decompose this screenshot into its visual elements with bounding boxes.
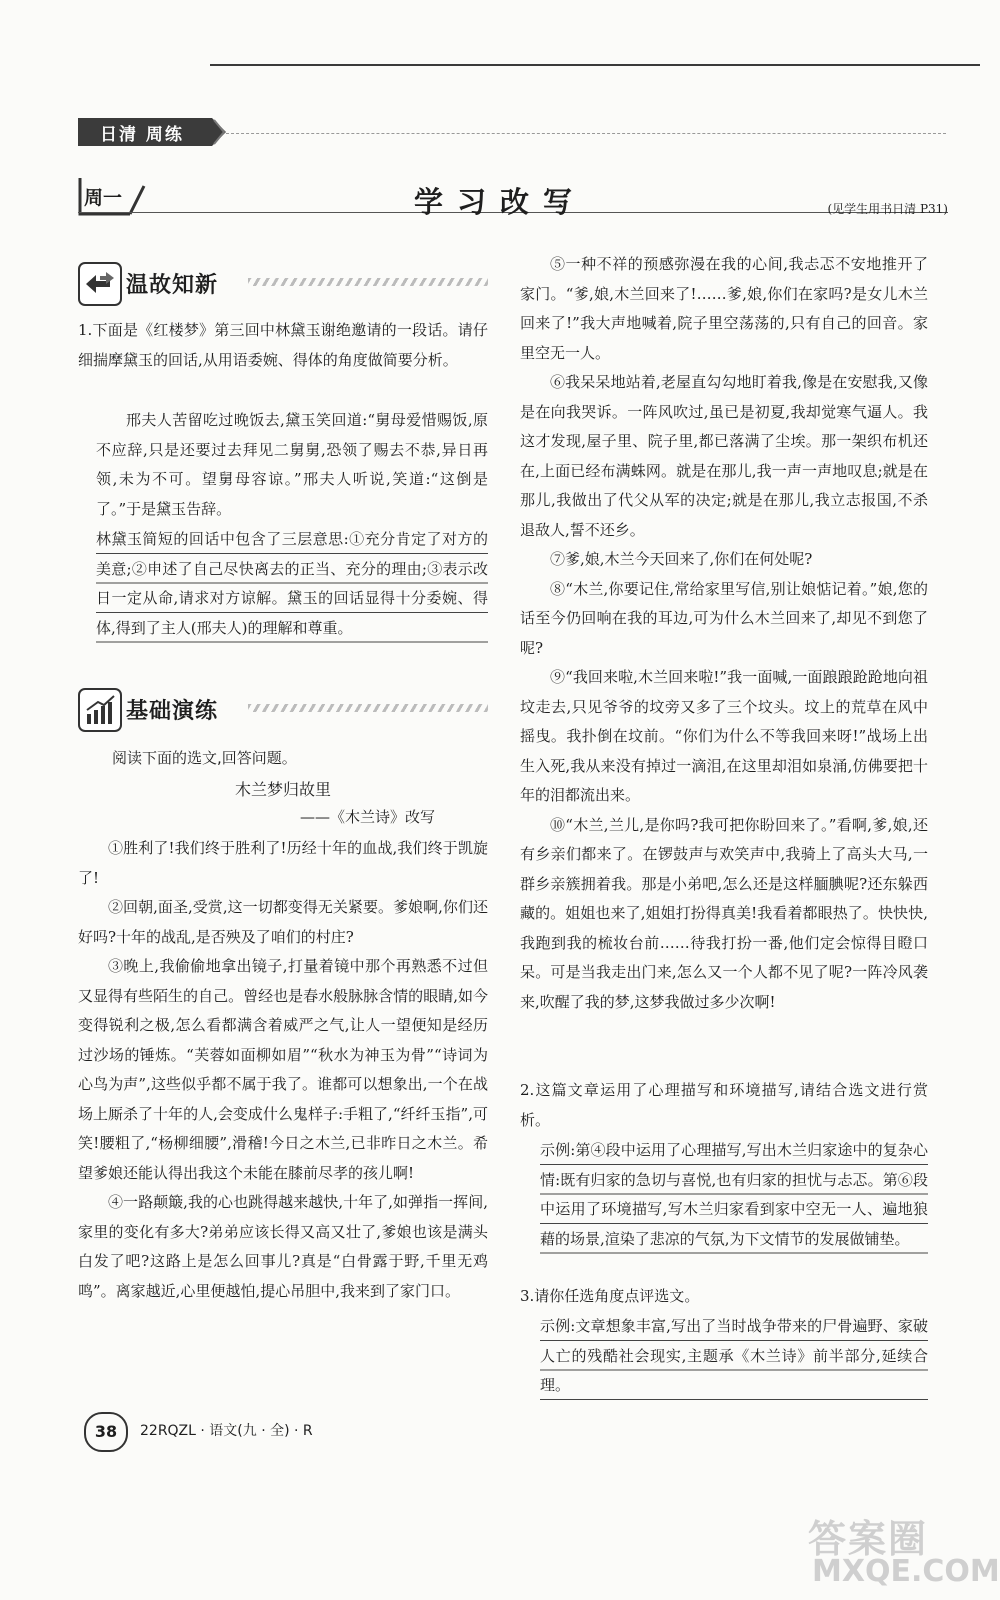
paragraph-6: ⑥我呆呆地站着,老屋直勾勾地盯着我,像是在安慰我,又像是在向我哭诉。一阵风吹过,虽已是初夏,我却觉寒气逼人。我这才发现,屋子里、院子里,都已落满了尘埃。那一架织布机还在,上面已经布满蛛网。就是在那儿,我一声一声地叹息;就是在那儿,我做出了代父从军的决定;就是在那儿,我立志报国,不杀退敌人,誓不还乡。 (520, 373, 928, 539)
paragraph-9: ⑨“我回来啦,木兰回来啦!”我一面喊,一面踉踉跄跄地向祖坟走去,只见爷爷的坟旁又多了三个坟头。坟上的荒草在风中摇曳。我扑倒在坟前。“你们为什么不等我回来呀!”战场上出生入死,我从来没有掉过一滴泪,在这里却泪如泉涌,仿佛要把十年的泪都流出来。 (520, 668, 928, 804)
q2-prompt: 2.这篇文章运用了心理描写和环境描写,请结合选文进行赏析。 (520, 1081, 928, 1129)
paragraph-2: ②回朝,面圣,受赏,这一切都变得无关紧要。爹娘啊,你们还好吗?十年的战乱,是否殃及了咱们的村庄? (78, 898, 488, 946)
section-stripe (248, 704, 488, 712)
q1-prompt: 1.下面是《红楼梦》第三回中林黛玉谢绝邀请的一段话。请仔细揣摩黛玉的回话,从用语委婉、得体的角度做简要分析。 (78, 321, 488, 369)
q3-answer: 示例:文章想象丰富,写出了当时战争带来的尸骨遍野、家破人亡的残酷社会现实,主题承《木兰诗》前半部分,延续合理。 (540, 1312, 928, 1401)
article-left-column (78, 834, 488, 1306)
paragraph-7: ⑦爹,娘,木兰今天回来了,你们在何处呢? (550, 550, 813, 568)
section-stripe (248, 278, 488, 286)
badge-label: 日清 周练 (100, 125, 184, 145)
reference-note: (见学生用书日清 P31) (827, 202, 948, 216)
top-rule (210, 64, 980, 66)
badge-divider (226, 133, 946, 134)
section-practice-header (78, 688, 498, 730)
paragraph-4: ④一路颠簸,我的心也跳得越来越快,十年了,如弹指一挥间,家里的变化有多大?弟弟应该长得又高又壮了,爹娘也该是满头白发了吧?这路上是怎么回事儿?真是“白骨露于野,千里无鸡鸣”。离家越近,心里便越怕,提心吊胆中,我来到了家门口。 (78, 1193, 488, 1300)
article-title: 木兰梦归故里 (234, 780, 331, 799)
page-title: 学习改写 (413, 185, 586, 219)
watermark-url: MXQE.COM (812, 1554, 1000, 1589)
paragraph-3: ③晚上,我偷偷地拿出镜子,打量着镜中那个再熟悉不过但又显得有些陌生的自己。曾经也是春水般脉脉含情的眼睛,如今变得锐利之极,怎么看都满含着威严之气,让人一望便知是经历过沙场的锤炼。“芙蓉如面柳如眉”“秋水为神玉为骨”“诗词为心鸟为声”,这些似乎都不属于我了。谁都可以想象出,一个在战场上厮杀了十年的人,会变成什么鬼样子:手粗了,“纤纤玉指”,可笑!腰粗了,“杨柳细腰”,滑稽!今日之木兰,已非昨日之木兰。希望爹娘还能认得出我这个未能在膝前尽孝的孩儿啊! (78, 957, 488, 1182)
q2-answer: 示例:第④段中运用了心理描写,写出木兰归家途中的复杂心情:既有归家的急切与喜悦,也有归家的担忧与忐忑。第⑥段中运用了环境描写,写木兰归家看到家中空无一人、遍地狼藉的场景,渲染了悲凉的气氛,为下文情节的发展做铺垫。 (540, 1136, 928, 1254)
section-practice-title: 基础演练 (126, 699, 219, 724)
article-right-column (520, 250, 928, 1017)
day-label: 周一 (84, 187, 123, 209)
q3-prompt: 3.请你任选角度点评选文。 (520, 1287, 700, 1305)
q1-answer: 林黛玉简短的回话中包含了三层意思:①充分肯定了对方的美意;②申述了自己尽快离去的正当、充分的理由;③表示改日一定从命,请求对方谅解。黛玉的回话显得十分委婉、得体,得到了主人(邢夫人)的理解和尊重。 (96, 525, 488, 643)
section-review-header (78, 262, 498, 304)
paragraph-5: ⑤一种不祥的预感弥漫在我的心间,我忐忑不安地推开了家门。“爹,娘,木兰回来了!……爹,娘,你们在家吗?是女儿木兰回来了!”我大声地喊着,院子里空荡荡的,只有自己的回音。家里空无一人。 (520, 255, 928, 362)
article-source: ——《木兰诗》改写 (300, 808, 436, 826)
paragraph-1: ①胜利了!我们终于胜利了!历经十年的血战,我们终于凯旋了! (78, 839, 488, 887)
paragraph-10: ⑩“木兰,兰儿,是你吗?我可把你盼回来了。”看啊,爹,娘,还有乡亲们都来了。在锣鼓声与欢笑声中,我骑上了高头大马,一群乡亲簇拥着我。那是小弟吧,怎么还是这样腼腆呢?还东躲西藏的。姐姐也来了,姐姐打扮得真美!我看着都眼热了。快快快,我跑到我的梳妆台前……待我打扮一番,他们定会惊得目瞪口呆。可是当我走出门来,怎么又一个人都不见了呢?一阵冷风袭来,吹醒了我的梦,这梦我做过多少次啊! (520, 815, 928, 1011)
bar-chart-icon (78, 688, 122, 732)
q1-passage: 邢夫人苦留吃过晚饭去,黛玉笑回道:“舅母爱惜赐饭,原不应辞,只是还要过去拜见二舅舅,恐领了赐去不恭,异日再领,未为不可。望舅母容谅。”邢夫人听说,笑道:“这倒是了。”于是黛玉告辞。 (96, 411, 488, 518)
arrows-icon (78, 262, 122, 306)
watermark-logo: 答案圈 (808, 1517, 929, 1561)
page-number: 38 (84, 1412, 128, 1452)
section-review-title: 温故知新 (126, 273, 219, 298)
book-code: 22RQZL · 语文(九 · 全) · R (140, 1423, 313, 1439)
paragraph-8: ⑧“木兰,你要记住,常给家里写信,别让娘惦记着。”娘,您的话至今仍回响在我的耳边,可为什么木兰回来了,却见不到您了呢? (520, 579, 928, 657)
instruction: 阅读下面的选文,回答问题。 (112, 749, 297, 767)
